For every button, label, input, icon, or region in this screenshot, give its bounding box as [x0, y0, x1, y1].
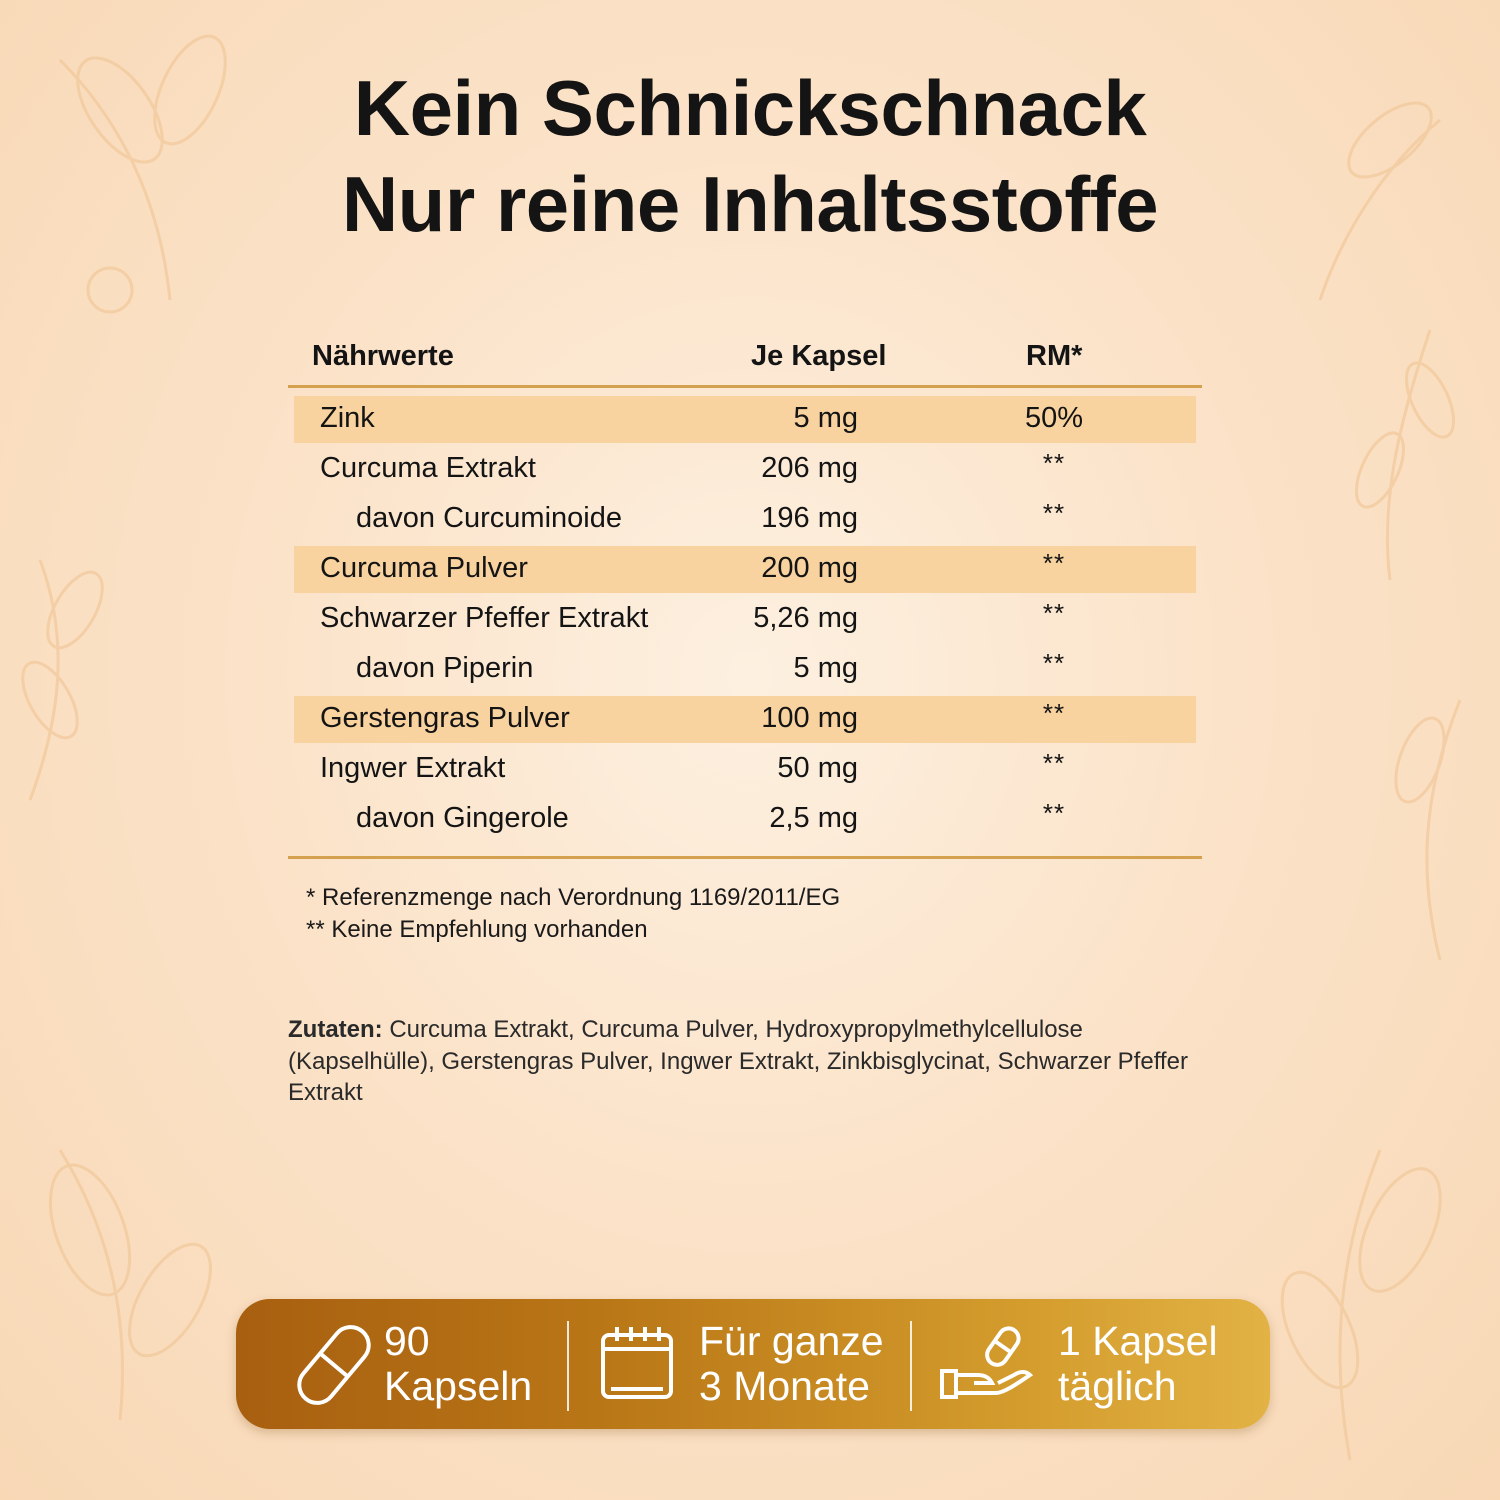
row-name: Curcuma Extrakt: [320, 452, 536, 484]
table-row: [294, 696, 1196, 743]
headline-line-1: Kein Schnickschnack: [353, 64, 1147, 152]
row-rm: **: [1042, 698, 1066, 728]
dosage-item: [912, 1299, 1270, 1429]
table-row: [294, 746, 1196, 796]
table-row: [294, 446, 1196, 496]
table-row: [294, 646, 1196, 696]
header-je-kapsel: Je Kapsel: [751, 340, 887, 372]
ingredients-label: Zutaten:: [288, 1016, 383, 1043]
row-rm: **: [1042, 548, 1066, 578]
table-row: [294, 596, 1196, 646]
table-header: [288, 330, 1202, 388]
dosage-line-1: 1 Kapsel: [1058, 1318, 1218, 1364]
table-row: [294, 396, 1196, 443]
row-rm: **: [1042, 798, 1066, 828]
headline-line-2: Nur reine Inhaltsstoffe: [341, 160, 1159, 248]
row-rm: **: [1042, 498, 1066, 528]
capsule-count-label: Kapseln: [384, 1363, 533, 1409]
row-amount: 50 mg: [777, 752, 858, 784]
header-naehrwerte: Nährwerte: [312, 340, 454, 372]
footnote-reference: * Referenzmenge nach Verordnung 1169/2011/EG: [306, 884, 841, 911]
ingredients-list: Curcuma Extrakt, Curcuma Pulver, Hydroxypropylmethylcellulose (Kapselhülle), Gerstengras Pulver, Ingwer Extrakt, Zinkbisglycinat, Schwarzer Pfeffer Extrakt: [288, 1016, 1188, 1106]
row-rm: 50%: [1024, 402, 1084, 434]
table-row: [294, 796, 1196, 846]
capsule-count-item: [236, 1299, 566, 1429]
dosage-line-2: täglich: [1058, 1363, 1177, 1409]
row-rm: **: [1042, 448, 1066, 478]
row-rm: **: [1042, 598, 1066, 628]
duration-item: [569, 1299, 909, 1429]
row-rm: **: [1042, 748, 1066, 778]
row-amount: 5 mg: [793, 402, 858, 434]
row-amount: 5,26 mg: [753, 602, 858, 634]
row-name: davon Gingerole: [356, 802, 569, 834]
nutrition-table: [288, 330, 1202, 859]
row-amount: 100 mg: [761, 702, 858, 734]
table-row: [294, 496, 1196, 546]
capsule-icon: [294, 1315, 374, 1415]
capsule-count-number: 90: [384, 1318, 430, 1364]
calendar-icon: [599, 1323, 675, 1403]
row-name: davon Curcuminoide: [356, 502, 622, 534]
row-name: davon Piperin: [356, 652, 534, 684]
row-amount: 2,5 mg: [769, 802, 858, 834]
duration-line-2: 3 Monate: [699, 1363, 870, 1409]
row-amount: 200 mg: [761, 552, 858, 584]
row-name: Schwarzer Pfeffer Extrakt: [320, 602, 649, 634]
header-rm: RM*: [1026, 340, 1083, 372]
row-amount: 196 mg: [761, 502, 858, 534]
row-name: Zink: [320, 402, 375, 434]
duration-line-1: Für ganze: [699, 1318, 884, 1364]
row-amount: 5 mg: [793, 652, 858, 684]
table-row: [294, 546, 1196, 593]
table-bottom-rule: [288, 856, 1202, 859]
ingredients-text: [288, 1014, 1208, 1109]
product-info-banner: [236, 1299, 1270, 1429]
footnote-no-recommendation: ** Keine Empfehlung vorhanden: [306, 916, 648, 943]
row-name: Curcuma Pulver: [320, 552, 528, 584]
row-amount: 206 mg: [761, 452, 858, 484]
row-name: Ingwer Extrakt: [320, 752, 506, 784]
hand-capsule-icon: [938, 1325, 1038, 1405]
row-rm: **: [1042, 648, 1066, 678]
row-name: Gerstengras Pulver: [320, 702, 570, 734]
